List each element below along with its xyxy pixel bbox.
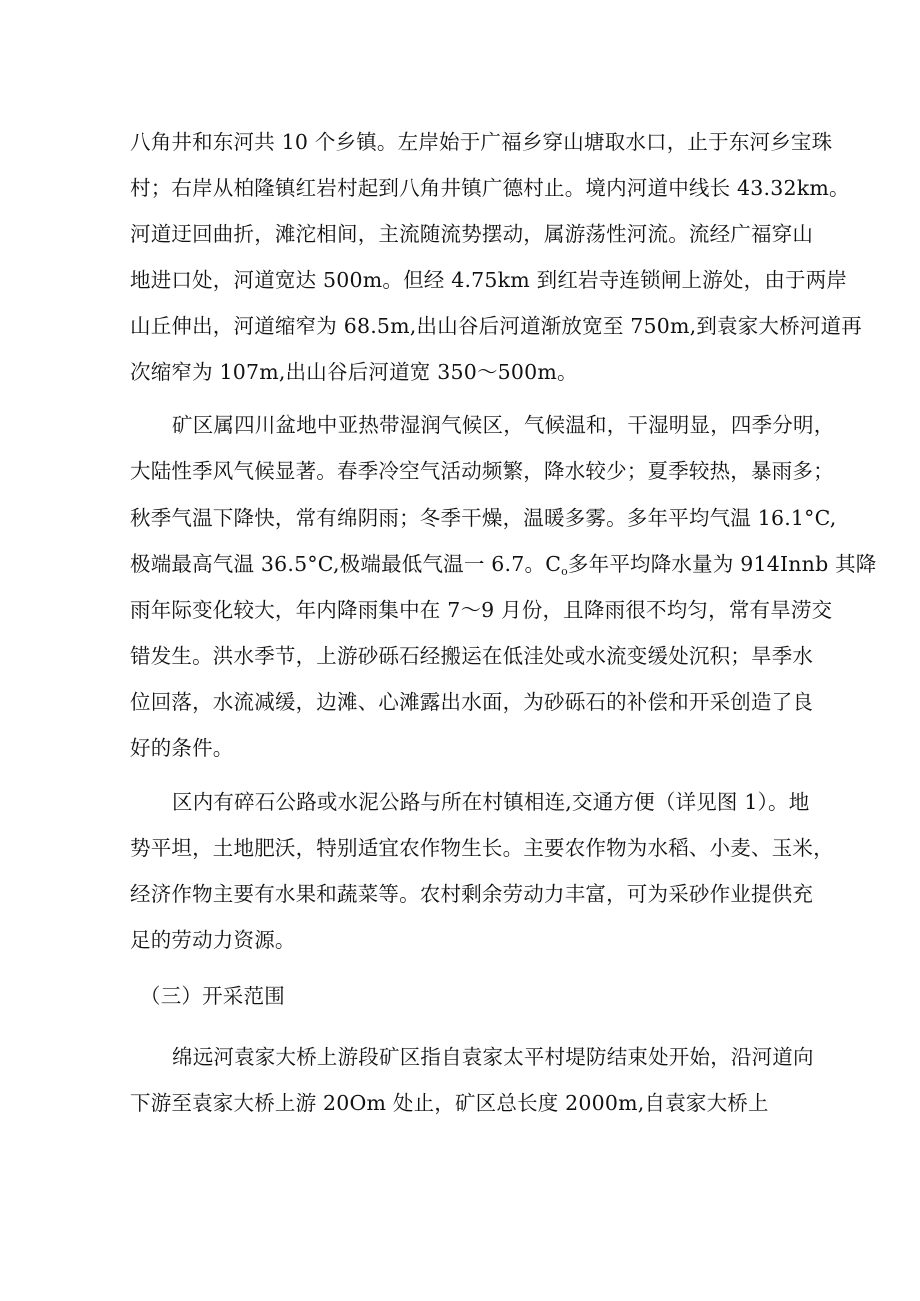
text-line: 经济作物主要有水果和蔬菜等。农村剩余劳动力丰富，可为采砂作业提供充	[130, 882, 814, 906]
text-line: 次缩窄为 107m,出山谷后河道宽 350～500m。	[130, 360, 578, 384]
text-segment: 极端最高气温 36.5°C,极端最低气温一 6.7。C	[130, 552, 562, 576]
text-line: 雨年际变化较大，年内降雨集中在 7～9 月份，且降雨很不均匀，常有旱涝交	[130, 598, 833, 622]
text-line: 村；右岸从柏隆镇红岩村起到八角井镇广德村止。境内河道中线长 43.32km。	[130, 176, 850, 200]
text-line: 位回落，水流减缓，边滩、心滩露出水面，为砂砾石的补偿和开采创造了良	[130, 690, 814, 714]
text-line: 河道迂回曲折，滩沱相间，主流随流势摆动，属游荡性河流。流经广福穿山	[130, 222, 814, 246]
text-line: 错发生。洪水季节，上游砂砾石经搬运在低洼处或水流变缓处沉积；旱季水	[130, 644, 814, 668]
subscript-text: o	[561, 565, 568, 578]
text-line: 绵远河袁家大桥上游段矿区指自袁家太平村堤防结束处开始，沿河道向	[172, 1045, 814, 1069]
text-line: 秋季气温下降快，常有绵阴雨；冬季干燥，温暖多雾。多年平均气温 16.1°C,	[130, 506, 837, 530]
text-line	[130, 550, 877, 586]
text-line: 地进口处，河道宽达 500m。但经 4.75km 到红岩寺连锁闸上游处，由于两岸	[130, 268, 848, 292]
text-line: 势平坦，土地肥沃，特别适宜农作物生长。主要农作物为水稻、小麦、玉米，	[130, 836, 834, 860]
text-line: 下游至袁家大桥上游 20Om 处止，矿区总长度 2000m,自袁家大桥上	[130, 1091, 769, 1115]
text-line: 山丘伸出，河道缩窄为 68.5m,出山谷后河道渐放宽至 750m,到袁家大桥河道再	[130, 314, 862, 338]
text-segment: 多年平均降水量为 914Innb 其降	[567, 552, 877, 576]
text-line: 足的劳动力资源。	[130, 928, 296, 952]
text-line: 区内有碎石公路或水泥公路与所在村镇相连,交通方便（详见图 1）。地	[172, 790, 810, 814]
text-line: 八角井和东河共 10 个乡镇。左岸始于广福乡穿山塘取水口，止于东河乡宝珠	[130, 130, 833, 154]
text-line: 大陆性季风气候显著。春季冷空气活动频繁，降水较少；夏季较热，暴雨多；	[130, 459, 834, 483]
text-line: 好的条件。	[130, 736, 234, 760]
text-line: 矿区属四川盆地中亚热带湿润气候区，气候温和，干湿明显，四季分明，	[172, 413, 835, 437]
section-heading: （三）开采范围	[140, 984, 285, 1008]
